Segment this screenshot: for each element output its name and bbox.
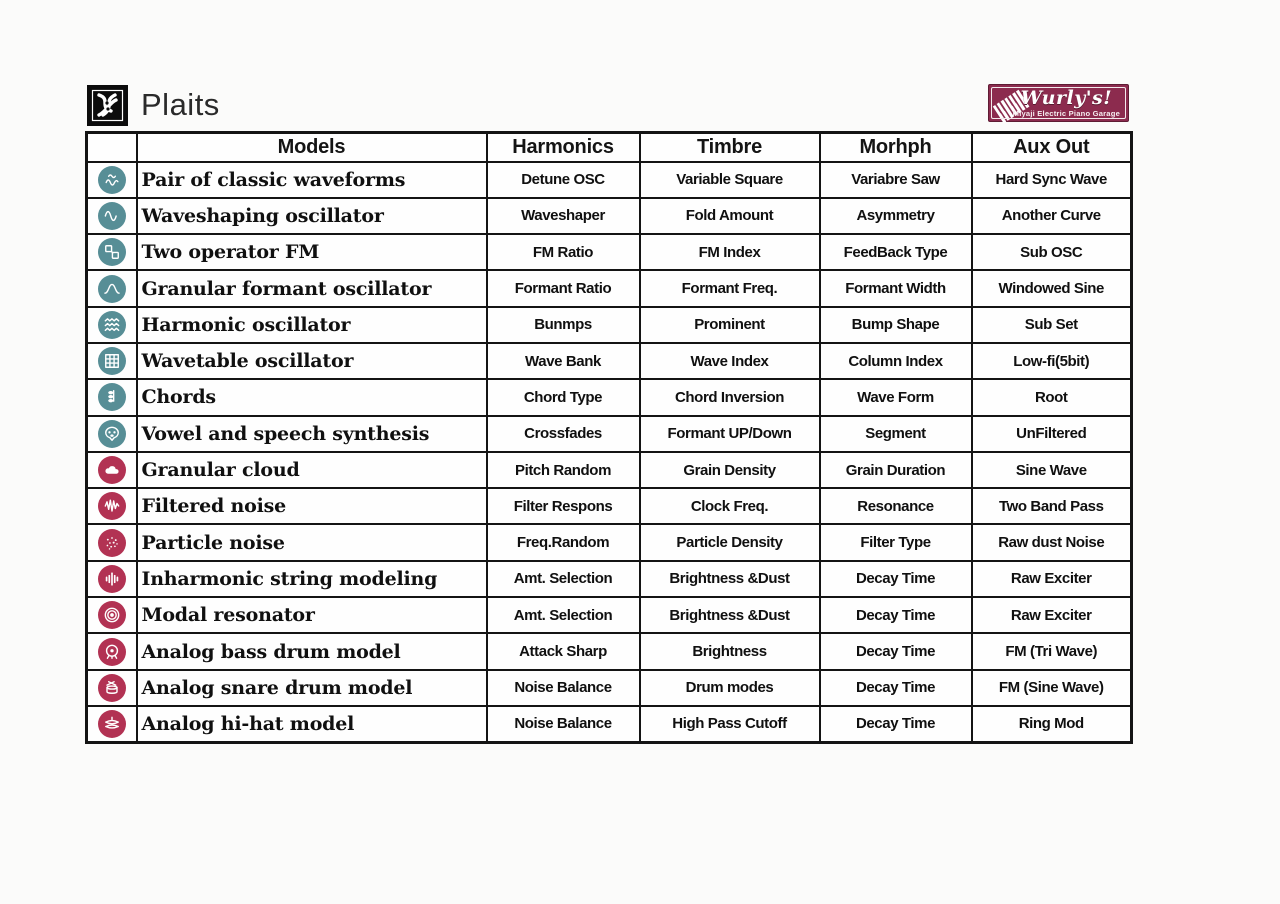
table-row [87,416,1132,452]
harmonics-value: Waveshaper [487,198,640,234]
aux-value: Raw Exciter [972,597,1132,633]
timbre-value: Fold Amount [640,198,820,234]
model-icon-cell [87,198,137,234]
harmonics-value: Attack Sharp [487,633,640,669]
model-name: Filtered noise [137,488,487,524]
aux-value: FM (Tri Wave) [972,633,1132,669]
table-row [87,706,1132,742]
model-icon-cell [87,416,137,452]
badge-frame [991,87,1126,119]
model-name: Granular cloud [137,452,487,488]
aux-value: Low-fi(5bit) [972,343,1132,379]
model-icon-cell [87,561,137,597]
harmonics-value: Noise Balance [487,670,640,706]
table-row [87,633,1132,669]
timbre-value: Prominent [640,307,820,343]
page-title: Plaits [141,87,220,122]
morph-value: Wave Form [820,379,972,415]
model-name: Modal resonator [137,597,487,633]
model-name: Granular formant oscillator [137,270,487,306]
bass-drum-icon [98,638,126,666]
table-row [87,234,1132,270]
aux-value: Ring Mod [972,706,1132,742]
model-name: Pair of classic waveforms [137,162,487,198]
harmonics-value: Formant Ratio [487,270,640,306]
header-aux-out: Aux Out [972,133,1132,162]
model-icon-cell [87,597,137,633]
models-table [85,131,1133,744]
speech-face-icon [98,420,126,448]
harmonics-value: Bunmps [487,307,640,343]
model-icon-cell [87,234,137,270]
morph-value: Decay Time [820,597,972,633]
model-icon-cell [87,633,137,669]
timbre-value: Grain Density [640,452,820,488]
model-name: Analog snare drum model [137,670,487,706]
snare-drum-icon [98,674,126,702]
titlebar [88,84,220,126]
aux-value: Hard Sync Wave [972,162,1132,198]
models-table-body [87,162,1132,743]
concentric-icon [98,601,126,629]
morph-value: FeedBack Type [820,234,972,270]
harmonics-value: Wave Bank [487,343,640,379]
aux-value: Windowed Sine [972,270,1132,306]
table-row [87,379,1132,415]
model-icon-cell [87,706,137,742]
header-morph: Morhph [820,133,972,162]
timbre-value: Clock Freq. [640,488,820,524]
bell-curve-icon [98,275,126,303]
aux-value: Sub OSC [972,234,1132,270]
morph-value: Formant Width [820,270,972,306]
hi-hat-icon [98,710,126,738]
model-name: Two operator FM [137,234,487,270]
morph-value: Decay Time [820,561,972,597]
timbre-value: Wave Index [640,343,820,379]
harmonics-value: Crossfades [487,416,640,452]
morph-value: Filter Type [820,524,972,560]
sine-wave-icon [98,202,126,230]
model-name: Waveshaping oscillator [137,198,487,234]
model-icon-cell [87,162,137,198]
model-name: Vowel and speech synthesis [137,416,487,452]
morph-value: Segment [820,416,972,452]
model-name: Inharmonic string modeling [137,561,487,597]
aux-value: FM (Sine Wave) [972,670,1132,706]
timbre-value: High Pass Cutoff [640,706,820,742]
table-row [87,198,1132,234]
model-icon-cell [87,379,137,415]
header-harmonics: Harmonics [487,133,640,162]
harmonics-value: Noise Balance [487,706,640,742]
model-name: Particle noise [137,524,487,560]
table-row [87,524,1132,560]
timbre-value: Brightness &Dust [640,561,820,597]
model-icon-cell [87,452,137,488]
harmonics-value: Detune OSC [487,162,640,198]
harmonics-value: Pitch Random [487,452,640,488]
aux-value: Two Band Pass [972,488,1132,524]
model-icon-cell [87,488,137,524]
model-icon-cell [87,307,137,343]
cloud-icon [98,456,126,484]
morph-value: Grain Duration [820,452,972,488]
badge-subtitle: Miyaji Electric Piano Garage [1012,108,1120,118]
timbre-value: Particle Density [640,524,820,560]
noise-wave-icon [98,492,126,520]
header-icon-col [87,133,137,162]
two-operator-icon [98,238,126,266]
table-row [87,162,1132,198]
harmonics-value: Freq.Random [487,524,640,560]
model-icon-cell [87,343,137,379]
morph-value: Column Index [820,343,972,379]
string-bars-icon [98,565,126,593]
aux-value: UnFiltered [972,416,1132,452]
table-row [87,343,1132,379]
table-row [87,670,1132,706]
model-name: Wavetable oscillator [137,343,487,379]
harmonics-value: Filter Respons [487,488,640,524]
morph-value: Bump Shape [820,307,972,343]
particles-icon [98,529,126,557]
table-row [87,597,1132,633]
table-row [87,270,1132,306]
timbre-value: Drum modes [640,670,820,706]
table-row [87,488,1132,524]
harmonics-value: FM Ratio [487,234,640,270]
header-timbre: Timbre [640,133,820,162]
morph-value: Variabre Saw [820,162,972,198]
model-name: Chords [137,379,487,415]
model-name: Harmonic oscillator [137,307,487,343]
morph-value: Decay Time [820,670,972,706]
plaits-braid-logo-icon [88,86,127,125]
timbre-value: Chord Inversion [640,379,820,415]
timbre-value: Brightness &Dust [640,597,820,633]
dual-wave-icon [98,166,126,194]
morph-value: Asymmetry [820,198,972,234]
table-row [87,452,1132,488]
aux-value: Sub Set [972,307,1132,343]
model-name: Analog bass drum model [137,633,487,669]
model-icon-cell [87,670,137,706]
aux-value: Raw dust Noise [972,524,1132,560]
timbre-value: Formant Freq. [640,270,820,306]
aux-value: Another Curve [972,198,1132,234]
harmonics-value: Chord Type [487,379,640,415]
aux-value: Root [972,379,1132,415]
model-name: Analog hi-hat model [137,706,487,742]
triple-wave-icon [98,311,126,339]
grid-icon [98,347,126,375]
timbre-value: FM Index [640,234,820,270]
badge-title: Wurly's! [1020,86,1113,109]
morph-value: Decay Time [820,633,972,669]
morph-value: Resonance [820,488,972,524]
harmonics-value: Amt. Selection [487,597,640,633]
aux-value: Sine Wave [972,452,1132,488]
timbre-value: Formant UP/Down [640,416,820,452]
timbre-value: Variable Square [640,162,820,198]
harmonics-value: Amt. Selection [487,561,640,597]
header-models: Models [137,133,487,162]
table-header [87,133,1132,162]
table-row [87,561,1132,597]
timbre-value: Brightness [640,633,820,669]
model-icon-cell [87,524,137,560]
chord-notes-icon [98,383,126,411]
aux-value: Raw Exciter [972,561,1132,597]
wurlys-badge [988,84,1129,122]
morph-value: Decay Time [820,706,972,742]
table-row [87,307,1132,343]
model-icon-cell [87,270,137,306]
